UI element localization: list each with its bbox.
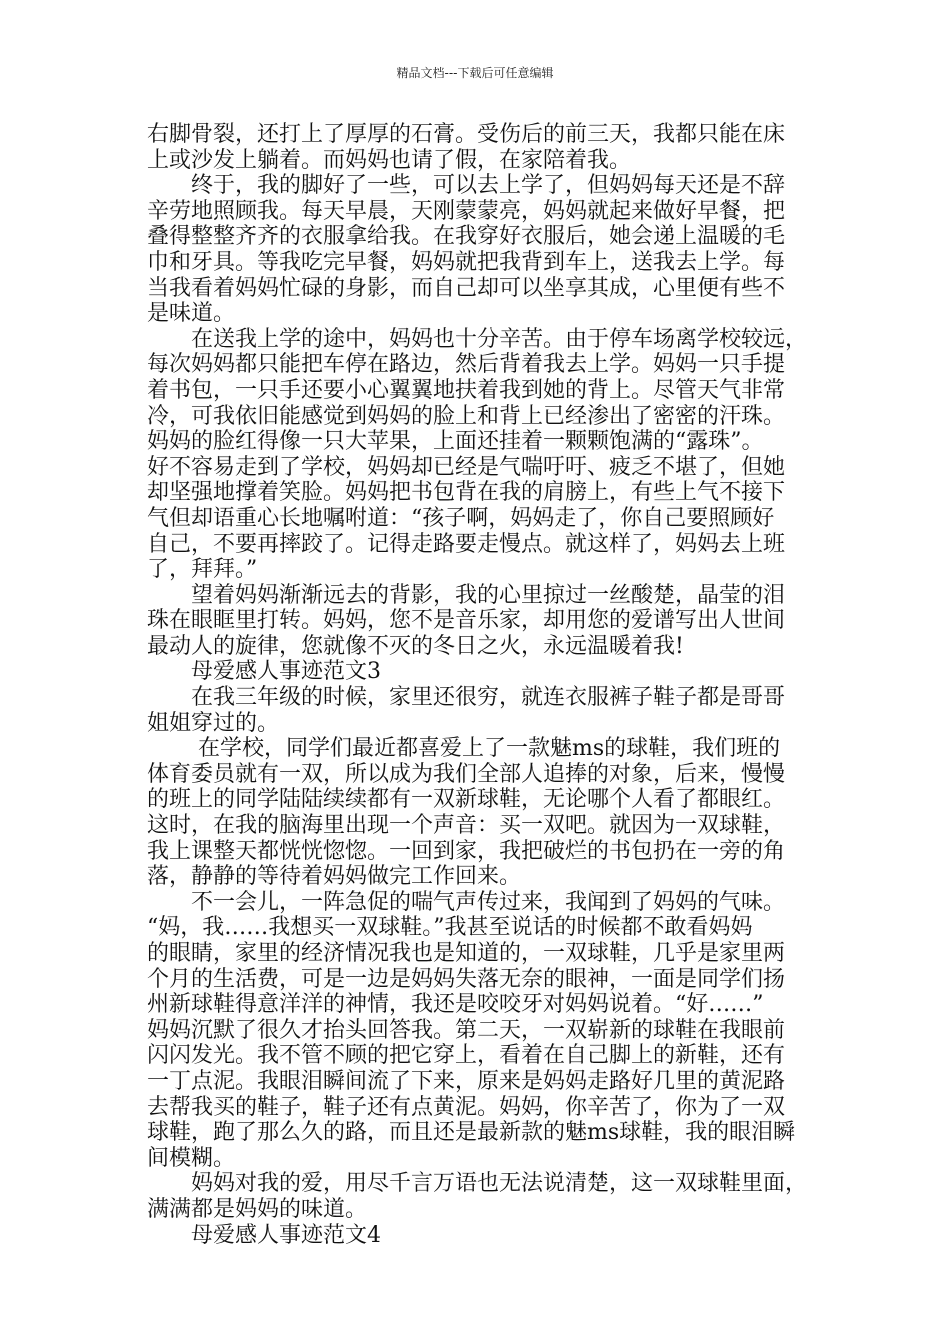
text-line: 珠在眼眶里打转。妈妈，您不是音乐家，却用您的爱谱写出人世间 [147, 608, 786, 634]
text-line: 望着妈妈渐渐远去的背影，我的心里掠过一丝酸楚，晶莹的泪 [147, 582, 786, 608]
text-line: 在我三年级的时候，家里还很穷，就连衣服裤子鞋子都是哥哥 [147, 685, 786, 711]
text-line: 在学校，同学们最近都喜爱上了一款魅ms的球鞋，我们班的 [147, 736, 781, 762]
text-line: 巾和牙具。等我吃完早餐，妈妈就把我背到车上，送我去上学。每 [147, 249, 786, 275]
text-line: 这时，在我的脑海里出现一个声音：买一双吧。就因为一双球鞋， [147, 813, 786, 839]
text-line: 不一会儿，一阵急促的喘气声传过来，我闻到了妈妈的气味。 [147, 889, 786, 915]
document-body [147, 122, 827, 1248]
text-line: 在送我上学的途中，妈妈也十分辛苦。由于停车场离学校较远， [147, 326, 808, 352]
text-line: 闪闪发光。我不管不顾的把它穿上，看着在自己脚上的新鞋，还有 [147, 1043, 786, 1069]
text-line: 母爱感人事迹范文3 [147, 659, 381, 685]
text-line: 落，静静的等待着妈妈做完工作回来。 [147, 864, 522, 890]
text-line: 叠得整整齐齐的衣服拿给我。在我穿好衣服后，她会递上温暖的毛 [147, 224, 786, 250]
text-line: 了，拜拜。” [147, 557, 258, 583]
text-line: 冷，可我依旧能感觉到妈妈的脸上和背上已经渗出了密密的汗珠。 [147, 403, 786, 429]
page-header: 精品文档---下载后可任意编辑 [396, 66, 554, 80]
text-line: 上或沙发上躺着。而妈妈也请了假，在家陪着我。 [147, 147, 632, 173]
text-line: 却坚强地撑着笑脸。妈妈把书包背在我的肩膀上，有些上气不接下 [147, 480, 786, 506]
text-line: 州新球鞋得意洋洋的神情，我还是咬咬牙对妈妈说着。“好……” [147, 992, 764, 1018]
text-line: 右脚骨裂，还打上了厚厚的石膏。受伤后的前三天，我都只能在床 [147, 122, 786, 147]
text-line: 好不容易走到了学校，妈妈却已经是气喘吁吁、疲乏不堪了，但她 [147, 454, 786, 480]
text-line: 一丁点泥。我眼泪瞬间流了下来，原来是妈妈走路好几里的黄泥路 [147, 1068, 786, 1094]
text-line: 个月的生活费，可是一边是妈妈失落无奈的眼神，一面是同学们扬 [147, 966, 786, 992]
text-line: 去帮我买的鞋子，鞋子还有点黄泥。妈妈，你辛苦了，你为了一双 [147, 1094, 786, 1120]
text-line: 是味道。 [147, 301, 236, 327]
text-line: 着书包，一只手还要小心翼翼地扶着我到她的背上。尽管天气非常 [147, 377, 786, 403]
text-line: 的班上的同学陆陆续续都有一双新球鞋，无论哪个人看了都眼红。 [147, 787, 786, 813]
text-line: 气但却语重心长地嘱咐道：“孩子啊，妈妈走了，你自己要照顾好 [147, 505, 775, 531]
text-line: 满满都是妈妈的味道。 [147, 1196, 368, 1222]
text-line: 球鞋，跑了那么久的路，而且还是最新款的魅ms球鞋，我的眼泪瞬 [147, 1120, 796, 1146]
text-line: 姐姐穿过的。 [147, 710, 280, 736]
text-line: 辛劳地照顾我。每天早晨，天刚蒙蒙亮，妈妈就起来做好早餐，把 [147, 198, 786, 224]
text-line: 间模糊。 [147, 1145, 236, 1171]
text-line: 妈妈沉默了很久才抬头回答我。第二天，一双崭新的球鞋在我眼前 [147, 1017, 786, 1043]
text-line: 终于，我的脚好了一些，可以去上学了，但妈妈每天还是不辞 [147, 173, 786, 199]
text-line: 妈妈对我的爱，用尽千言万语也无法说清楚，这一双球鞋里面， [147, 1171, 808, 1197]
text-line: 母爱感人事迹范文4 [147, 1222, 381, 1248]
text-line: 的眼睛，家里的经济情况我也是知道的，一双球鞋，几乎是家里两 [147, 941, 786, 966]
text-line: 体育委员就有一双，所以成为我们全部人追捧的对象，后来，慢慢 [147, 761, 786, 787]
text-line: 当我看着妈妈忙碌的身影，而自己却可以坐享其成，心里便有些不 [147, 275, 786, 301]
text-line: 每次妈妈都只能把车停在路边，然后背着我去上学。妈妈一只手提 [147, 352, 786, 378]
text-line: 妈妈的脸红得像一只大苹果，上面还挂着一颗颗饱满的“露珠”。 [147, 429, 764, 455]
text-line: “妈，我……我想买一双球鞋。”我甚至说话的时候都不敢看妈妈 [147, 915, 753, 941]
text-line: 最动人的旋律，您就像不灭的冬日之火，永远温暖着我! [147, 633, 684, 659]
text-line: 我上课整天都恍恍惚惚。一回到家，我把破烂的书包扔在一旁的角 [147, 838, 786, 864]
text-line: 自己，不要再摔跤了。记得走路要走慢点。就这样了，妈妈去上班 [147, 531, 786, 557]
